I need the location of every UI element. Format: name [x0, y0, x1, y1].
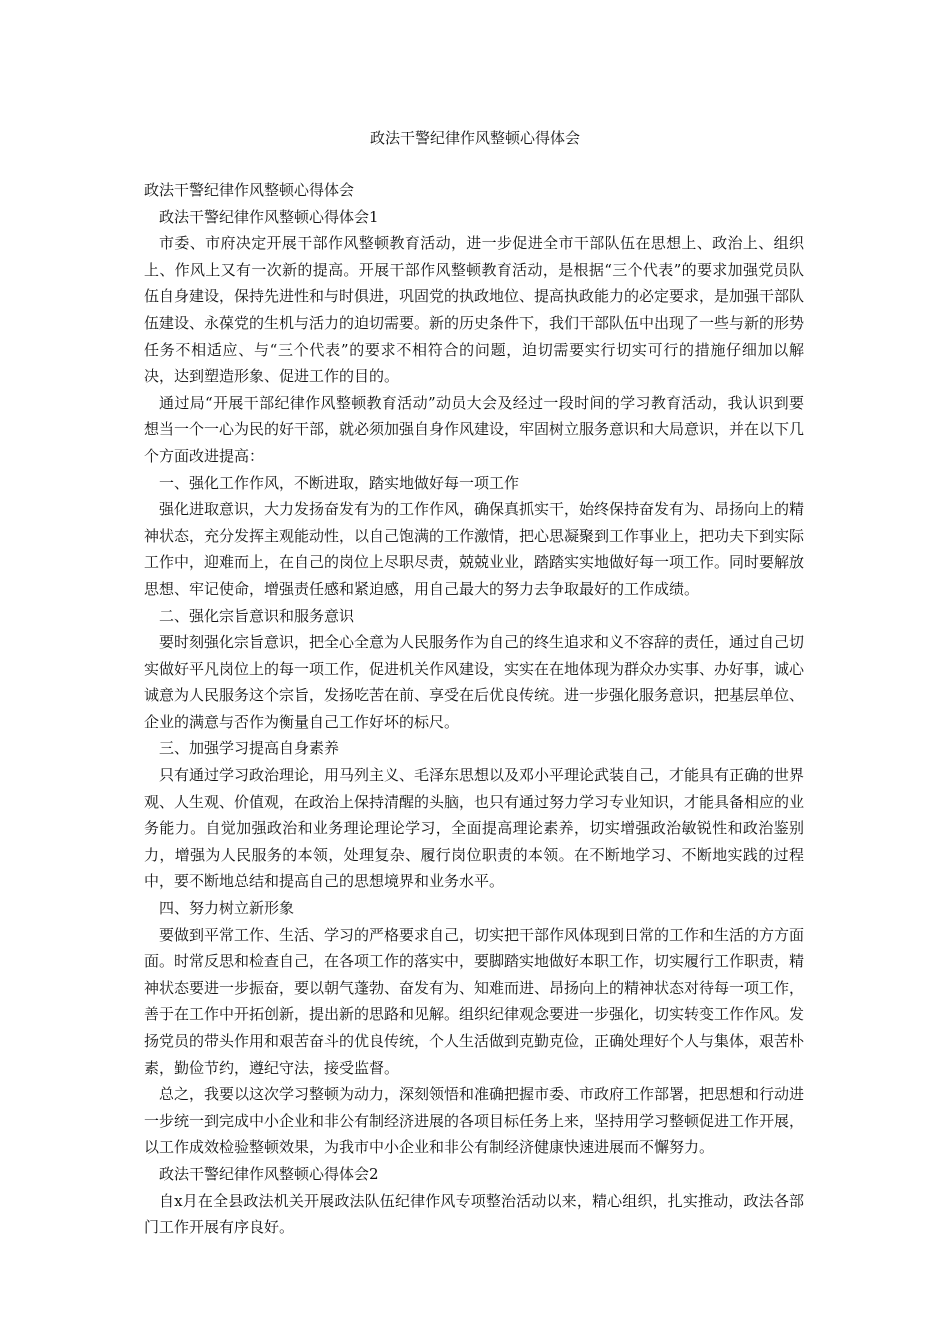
- subheading-4: 四、努力树立新形象: [159, 899, 295, 918]
- paragraph-section2: 自x月在全县政法机关开展政法队伍纪律作风专项整治活动以来，精心组织，扎实推动，政法各部门工作开展有序良好。: [144, 1191, 804, 1237]
- document-title: 政法干警纪律作风整顿心得体会: [369, 129, 580, 147]
- document-body: [144, 177, 804, 1241]
- paragraph-conclusion: 总之，我要以这次学习整顿为动力，深刻领悟和准确把握市委、市政府工作部署，把思想和行动进一步统一到完成中小企业和非公有制经济进展的各项目标任务上来，坚持用学习整顿促进工作开展，以工作成效检验整顿效果，为我市中小企业和非公有制经济健康快速进展而不懈努力。: [144, 1085, 805, 1157]
- section-heading-2: 政法干警纪律作风整顿心得体会2: [159, 1164, 379, 1183]
- paragraph-service: 要时刻强化宗旨意识，把全心全意为人民服务作为自己的终生追求和义不容辞的责任，通过自己切实做好平凡岗位上的每一项工作，促进机关作风建设，实实在在地体现为群众办实事、办好事，诚心诚意为人民服务这个宗旨，发扬吃苦在前、享受在后优良传统。进一步强化服务意识，把基层单位、企业的满意与否作为衡量自己工作好坏的标尺。: [144, 633, 805, 731]
- paragraph-work-style: 强化进取意识，大力发扬奋发有为的工作作风，确保真抓实干，始终保持奋发有为、昂扬向上的精神状态，充分发挥主观能动性，以自己饱满的工作激情，把心思凝聚到工作事业上，把功夫下到实际工作中，迎难而上，在自己的岗位上尽职尽责，兢兢业业，踏踏实实地做好每一项工作。同时要解放思想、牢记使命，增强责任感和紧迫感，用自己最大的努力去争取最好的工作成绩。: [144, 500, 805, 598]
- paragraph-study: 只有通过学习政治理论，用马列主义、毛泽东思想以及邓小平理论武装自己，才能具有正确的世界观、人生观、价值观，在政治上保持清醒的头脑，也只有通过努力学习专业知识，才能具备相应的业务能力。自觉加强政治和业务理论理论学习，全面提高理论素养，切实增强政治敏锐性和政治鉴别力，增强为人民服务的本领，处理复杂、履行岗位职责的本领。在不断地学习、不断地实践的过程中，要不断地总结和提高自己的思想境界和业务水平。: [144, 766, 805, 891]
- section-heading-1: 政法干警纪律作风整顿心得体会1: [159, 207, 379, 226]
- subheading-2: 二、强化宗旨意识和服务意识: [159, 606, 355, 625]
- paragraph-image: 要做到平常工作、生活、学习的严格要求自己，切实把干部作风体现到日常的工作和生活的方方面面。时常反思和检查自己，在各项工作的落实中，要脚踏实地做好本职工作，切实履行工作职责，精神状态要进一步振奋，要以朝气蓬勃、奋发有为、知难而进、昂扬向上的精神状态对待每一项工作，善于在工作中开拓创新，提出新的思路和见解。组织纪律观念要进一步强化，切实转变工作作风。发扬党员的带头作用和艰苦奋斗的优良传统，个人生活做到克勤克俭，正确处理好个人与集体，艰苦朴素，勤俭节约，遵纪守法，接受监督。: [144, 925, 805, 1077]
- document-heading: 政法干警纪律作风整顿心得体会: [144, 181, 355, 199]
- subheading-3: 三、加强学习提高自身素养: [159, 739, 340, 758]
- paragraph-overview: 通过局“开展干部纪律作风整顿教育活动”动员大会及经过一段时间的学习教育活动，我认识到要想当一个一心为民的好干部，就必须加强自身作风建设，牢固树立服务意识和大局意识，并在以下几个方面改进提高：: [144, 393, 805, 465]
- subheading-1: 一、强化工作作风，不断进取，踏实地做好每一项工作: [159, 473, 520, 492]
- paragraph-intro: 市委、市府决定开展干部作风整顿教育活动，进一步促进全市干部队伍在思想上、政治上、组织上、作风上又有一次新的提高。开展干部作风整顿教育活动，是根据“三个代表”的要求加强党员队伍自身建设，保持先进性和与时俱进，巩固党的执政地位、提高执政能力的必定要求，是加强干部队伍建设、永葆党的生机与活力的迫切需要。新的历史条件下，我们干部队伍中出现了一些与新的形势任务不相适应、与“三个代表”的要求不相符合的问题，迫切需要实行切实可行的措施仔细加以解决，达到塑造形象、促进工作的目的。: [144, 234, 805, 386]
